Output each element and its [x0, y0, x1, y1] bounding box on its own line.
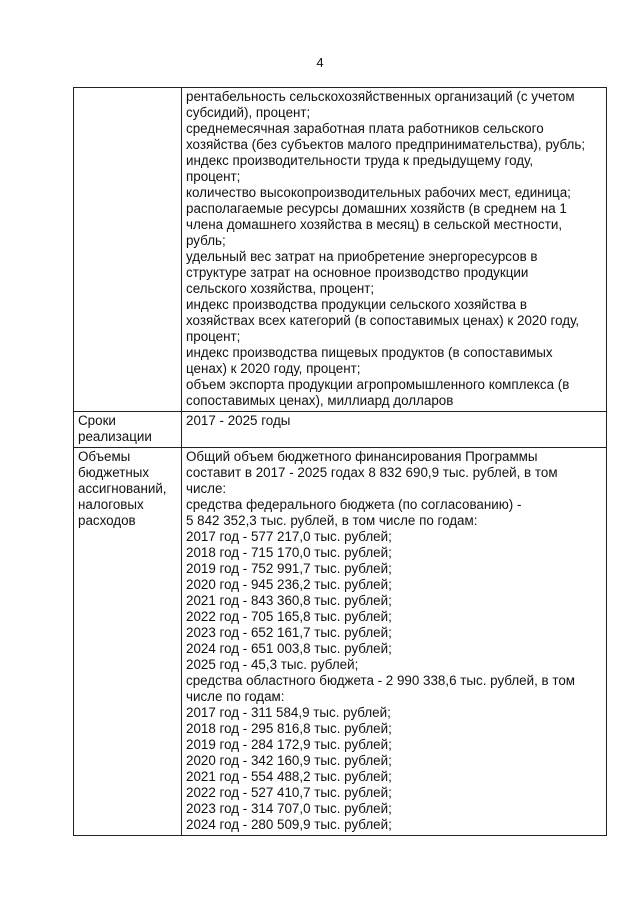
row-label-line: Объемы [78, 449, 131, 464]
row-content-line: количество высокопроизводительных рабочих мест, единица; [186, 185, 571, 200]
row-content-line: сопоставимых ценах), миллиард долларов [186, 393, 454, 408]
row-content-line: объем экспорта продукции агропромышленного комплекса (в [186, 377, 570, 392]
page-number: 4 [316, 55, 324, 70]
row-label-line: бюджетных [78, 465, 150, 480]
row-content-line: рубль; [186, 233, 226, 248]
row-content-line: составит в 2017 - 2025 годах 8 832 690,9 тыс. рублей, в том [186, 465, 558, 480]
row-content-line: индекс производства пищевых продуктов (в сопоставимых [186, 345, 553, 360]
row-content-line: процент; [186, 329, 241, 344]
row-content-line: 5 842 352,3 тыс. рублей, в том числе по годам: [186, 513, 478, 528]
row-label-cell [74, 448, 182, 836]
row-content-line: 2017 - 2025 годы [186, 413, 291, 428]
row-content-line: 2017 год - 577 217,0 тыс. рублей; [186, 529, 392, 544]
row-content-line: 2023 год - 314 707,0 тыс. рублей; [186, 801, 392, 816]
row-content-line: 2018 год - 295 816,8 тыс. рублей; [186, 721, 392, 736]
row-content-line: 2018 год - 715 170,0 тыс. рублей; [186, 545, 392, 560]
row-content-line: числе: [186, 481, 227, 496]
row-content-line: индекс производства продукции сельского хозяйства в [186, 297, 527, 312]
row-label-line: Сроки [78, 413, 116, 428]
row-content-line: Общий объем бюджетного финансирования Программы [186, 449, 538, 464]
row-content-line: 2017 год - 311 584,9 тыс. рублей; [186, 705, 391, 720]
row-content-line: сельского хозяйства, процент; [186, 281, 375, 296]
row-content-line: 2024 год - 651 003,8 тыс. рублей; [186, 641, 392, 656]
row-indicators [74, 88, 607, 412]
row-label-line: расходов [78, 513, 136, 528]
row-content-line: 2021 год - 554 488,2 тыс. рублей; [186, 769, 392, 784]
row-content-line: располагаемые ресурсы домашних хозяйств (в среднем на 1 [186, 201, 567, 216]
row-content-line: индекс производительности труда к предыдущему году, [186, 153, 534, 168]
row-content-line: 2020 год - 342 160,9 тыс. рублей; [186, 753, 392, 768]
row-content-line: 2023 год - 652 161,7 тыс. рублей; [186, 625, 392, 640]
row-label-line: налоговых [78, 497, 144, 512]
row-content-line: средства федерального бюджета (по согласованию) - [186, 497, 522, 512]
row-content-line: 2025 год - 45,3 тыс. рублей; [186, 657, 359, 672]
row-label-line: реализации [78, 429, 152, 444]
row-content-line: числе по годам: [186, 689, 285, 704]
row-content-line: хозяйства (без субъектов малого предпринимательства), рубль; [186, 137, 586, 152]
row-content-cell [182, 448, 607, 836]
row-content-cell [182, 88, 607, 412]
row-content-line: хозяйствах всех категорий (в сопоставимых ценах) к 2020 году, [186, 313, 580, 328]
row-content-line: 2019 год - 284 172,9 тыс. рублей; [186, 737, 392, 752]
row-content-line: рентабельность сельскохозяйственных организаций (с учетом [186, 89, 575, 104]
row-content-line: субсидий), процент; [186, 105, 311, 120]
row-label-cell [74, 412, 182, 448]
row-content-line: 2022 год - 705 165,8 тыс. рублей; [186, 609, 392, 624]
row-label-line: ассигнований, [78, 481, 167, 496]
row-content-line: 2019 год - 752 991,7 тыс. рублей; [186, 561, 392, 576]
row-budget-volumes [74, 448, 607, 836]
row-content-line: 2022 год - 527 410,7 тыс. рублей; [186, 785, 392, 800]
row-content-line: удельный вес затрат на приобретение энергоресурсов в [186, 249, 538, 264]
passport-table [73, 87, 607, 836]
row-content-cell [182, 412, 607, 448]
row-implementation-period [74, 412, 607, 448]
row-content-line: средства областного бюджета - 2 990 338,6 тыс. рублей, в том [186, 673, 576, 688]
row-content-line: среднемесячная заработная плата работников сельского [186, 121, 544, 136]
row-content-line: структуре затрат на основное производство продукции [186, 265, 529, 280]
row-content-line: 2021 год - 843 360,8 тыс. рублей; [186, 593, 392, 608]
row-content-line: 2024 год - 280 509,9 тыс. рублей; [186, 817, 392, 832]
row-content-line: члена домашнего хозяйства в месяц) в сельской местности, [186, 217, 563, 232]
row-content-line: 2020 год - 945 236,2 тыс. рублей; [186, 577, 392, 592]
row-content-line: процент; [186, 169, 241, 184]
row-label-cell [74, 88, 182, 412]
row-content-line: ценах) к 2020 году, процент; [186, 361, 361, 376]
